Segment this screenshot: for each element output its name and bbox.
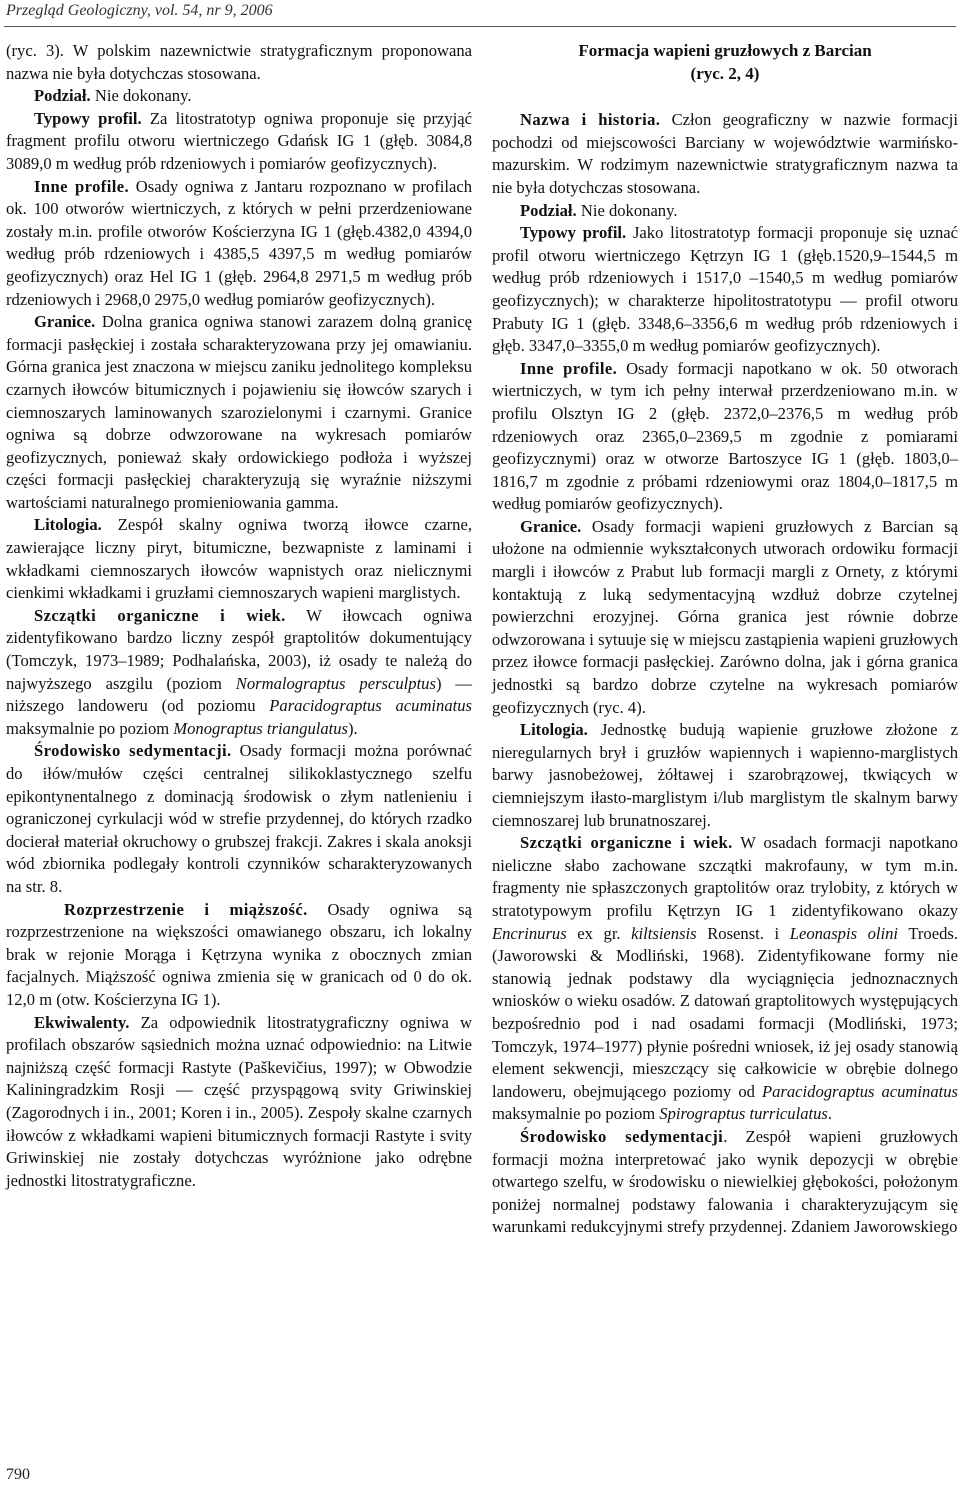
- paragraph-typowy-profil: Typowy profil. Za litostratotyp ogniwa proponuje się przyjąć fragment profilu otworu wiertniczego Gdańsk IG 1 (głęb. 3084,8 3089,0 m według prób rdzeniowych i pomiarów geofizycznych).: [6, 108, 472, 173]
- paragraph-granice: Granice. Osady formacji wapieni gruzłowych z Barcian są ułożone na odmiennie wykształconych utworach ordowiku formacji margli i iłowców z Prabut lub formacji margli z Ornety, z którymi kontaktują z luką sedymentacyjną wzdłuż dobrze czytelnej powierzchni erozyjnej. Górna granica jest równie dobrze odwzorowana i sytuuje się w miejscu zastąpienia wapieni gruzłowych przez iłowce formacji pasłęckiej. Zarówno dolna, jak i górna granica jednostki są bardzo dobrze czytelne na wykresach pomiarów geofizycznych (ryc. 4).: [492, 516, 958, 717]
- paragraph-podzial: Podział. Nie dokonany.: [34, 86, 192, 106]
- header-rule: [4, 26, 956, 27]
- paragraph-podzial: Podział. Nie dokonany.: [520, 200, 678, 220]
- paragraph-inne-profile: Inne profile. Osady ogniwa z Jantaru rozpoznano w profilach ok. 100 otworów wiertniczych, z których w pełni przerdzeniowane zostały m.in. profile otworów Kościerzyna IG 1 (głęb.4382,0 4394,0 według prób rdzeniowych i 4385,5 4397,5 m według pomiarów geofizycznych) oraz Hel IG 1 (głęb. 2964,8 2971,5 m według prób rdzeniowych i 2968,0 2975,0 według pomiarów geofizycznych).: [6, 176, 472, 309]
- paragraph: (ryc. 3). W polskim nazewnictwie stratygraficznym proponowana nazwa nie była dotychczas stosowana.: [6, 41, 472, 83]
- paragraph-szczatki: Szczątki organiczne i wiek. W iłowcach ogniwa zidentyfikowano bardzo liczny zespół graptolitów dokumentujący (Tomczyk, 1973–1989; Podhalańska, 2003), iż osady te należą do najwyższego aszgilu (poziom Normalograptus persculptus) — niższego landoweru (od poziomu Paracidograptus acuminatus maksymalnie po poziom Monograptus triangulatus).: [6, 605, 472, 738]
- paragraph-litologia: Litologia. Zespół skalny ogniwa tworzą iłowce czarne, zawierające liczny piryt, bitumiczne, bezwapniste z laminami i wkładkami ciemnoszarych iłowców wapnistych oraz nielicznymi cienkimi wkładkami i gruzłami ciemnoszarych wapieni marglistych.: [6, 515, 472, 603]
- paragraph-szczatki: Szczątki organiczne i wiek. W osadach formacji napotkano nieliczne słabo zachowane szczątki makrofauny, w tym m.in. fragmenty nie spłaszczonych graptolitów oraz trylobity, z których w stratotypowym profilu Kętrzyn IG 1 zidentyfikowano okazy Encrinurus ex gr. kiltsiensis Rosenst. i Leonaspis olini Troeds. (Jaworowski & Modliński, 1968). Zidentyfikowane formy nie stanowią jednak podstawy dla wyciągnięcia jednoznacznych wniosków o wieku osadów. Z datowań graptolitowych występujących bezpośrednio pod i nad osadami formacji (Modliński, 1973; Tomczyk, 1974–1977) płynie pośredni wniosek, iż jej osady stanowią element sekwencji, mieszczący się całkowicie w obrębie dolnego landoweru, obejmującego poziomy od Paracidograptus acuminatus maksymalnie po poziom Spirograptus turriculatus.: [492, 833, 958, 1124]
- running-header: Przegląd Geologiczny, vol. 54, nr 9, 2006: [6, 2, 273, 19]
- left-column: [6, 40, 472, 1192]
- paragraph-litologia: Litologia. Jednostkę budują wapienie gruzłowe złożone z nieregularnych brył i gruzłów wapiennych i wapienno-marglistych barwy jasnobeżowej, żółtawej i szarobrązowej, tkwiących w ciemniejszym iłasto-marglistym i/lub marglistym tle skalnym barwy ciemnoszarej lub brunatnoszarej.: [492, 720, 958, 830]
- section-title: Formacja wapieni gruzłowych z Barcian (ryc. 2, 4): [578, 41, 872, 83]
- paragraph-srodowisko: Środowisko sedymentacji. Osady formacji można porównać do iłów/mułów części centralnej silikoklastycznego szelfu epikontynentalnego z dominacją środowisk o złym natlenieniu i ograniczonej cyrkulacji wód w strefie przydennej, do których rzadko docierał materiał okruchowy o grubszej frakcji. Zakres i skala anoksji wód zbiornika podlegały kontroli czynników scharakteryzowanych na str. 8.: [6, 741, 472, 896]
- paragraph-ekwiwalenty: Ekwiwalenty. Za odpowiednik litostratygraficzny ogniwa w profilach obszarów sąsiednich można uznać odpowiednio: na Litwie najniższą część formacji Rastyte (Paškevičius, 1997); w Obwodzie Kaliningradzkim Rosji — część przyspągową svity Griwinskiej (Zagorodnych i in., 2001; Koren i in., 2005). Zespoły skalne czarnych iłowców z wkładkami wapieni bitumicznych formacji Rastyte i svity Griwinskiej nie zostały dotychczas wyróżnione jako odrębne jednostki litostratygraficzne.: [6, 1012, 472, 1190]
- paragraph-inne-profile: Inne profile. Osady formacji napotkano w ok. 50 otworach wiertniczych, w tym ich pełny interwał przerdzeniowano m.in. w profilu Olsztyn IG 2 (głęb. 2372,0–2376,5 m według prób rdzeniowych oraz 2365,0–2369,5 m zgodnie z pomiarami geofizycznymi) oraz w otworze Bartoszyce IG 1 (głęb. 1803,0–1816,7 m zgodnie z próbami rdzeniowymi oraz 1804,0–1817,5 m według pomiarów geofizycznych).: [492, 358, 959, 514]
- page-number: 790: [6, 1466, 30, 1483]
- right-column: [492, 40, 958, 1239]
- paragraph-srodowisko: Środowisko sedymentacji. Zespół wapieni gruzłowych formacji można interpretować jako wynik depozycji w obrębie otwartego szelfu, w środowisku o niewielkiej głębokości, położonym poniżej normalnej podstawy falowania i charakteryzującym się warunkami redukcyjnymi strefy przydennej. Zdaniem Jaworowskiego: [492, 1126, 958, 1237]
- paragraph-granice: Granice. Dolna granica ogniwa stanowi zarazem dolną granicę formacji pasłęckiej i została scharakteryzowana przy jej omawianiu. Górna granica jest znaczona w miejscu zaniku jednolitego kompleksu czarnych iłowców bitumicznych i pojawieniu się iłowców szarych i ciemnoszarych laminowanych szarozielonymi i czarnymi. Granice ogniwa są dobrze odwzorowane na wykresach pomiarów geofizycznych, ponieważ skały ordowickiego podłoża i wyższej części formacji pasłęckiej charakteryzują się wyraźnie niższymi wartościami naturalnego promieniowania gamma.: [6, 312, 472, 512]
- paragraph-typowy-profil: Typowy profil. Jako litostratotyp formacji proponuje się uznać profil otworu wiertniczego Kętrzyn IG 1 (głęb.1520,9–1544,5 m według prób rdzeniowych i 1517,0 –1540,5 m według pomiarów geofizycznych); w charakterze hipolitostratotypu — profil otworu Prabuty IG 1 (głęb. 3348,6–3356,6 m według prób rdzeniowych i głęb. 3347,0–3355,0 m według pomiarów geofizycznych).: [492, 223, 958, 356]
- paragraph-rozprzestrzenie: Rozprzestrzenie i miąższość. Osady ogniwa są rozprzestrzenione na większości omawianego obszaru, ich lokalny brak w rejonie Morąga i Kętrzyna wynika z obocznych zmian facjalnych. Miąższość ogniwa zmienia się w granicach od 0 do ok. 12,0 m (otw. Kościerzyna IG 1).: [6, 899, 472, 1009]
- paragraph-nazwa: Nazwa i historia. Człon geograficzny w nazwie formacji pochodzi od miejscowości Barciany w województwie warmińsko-mazurskim. W rodzimym nazewnictwie stratygraficznym nazwa ta nie była dotychczas stosowana.: [492, 110, 958, 197]
